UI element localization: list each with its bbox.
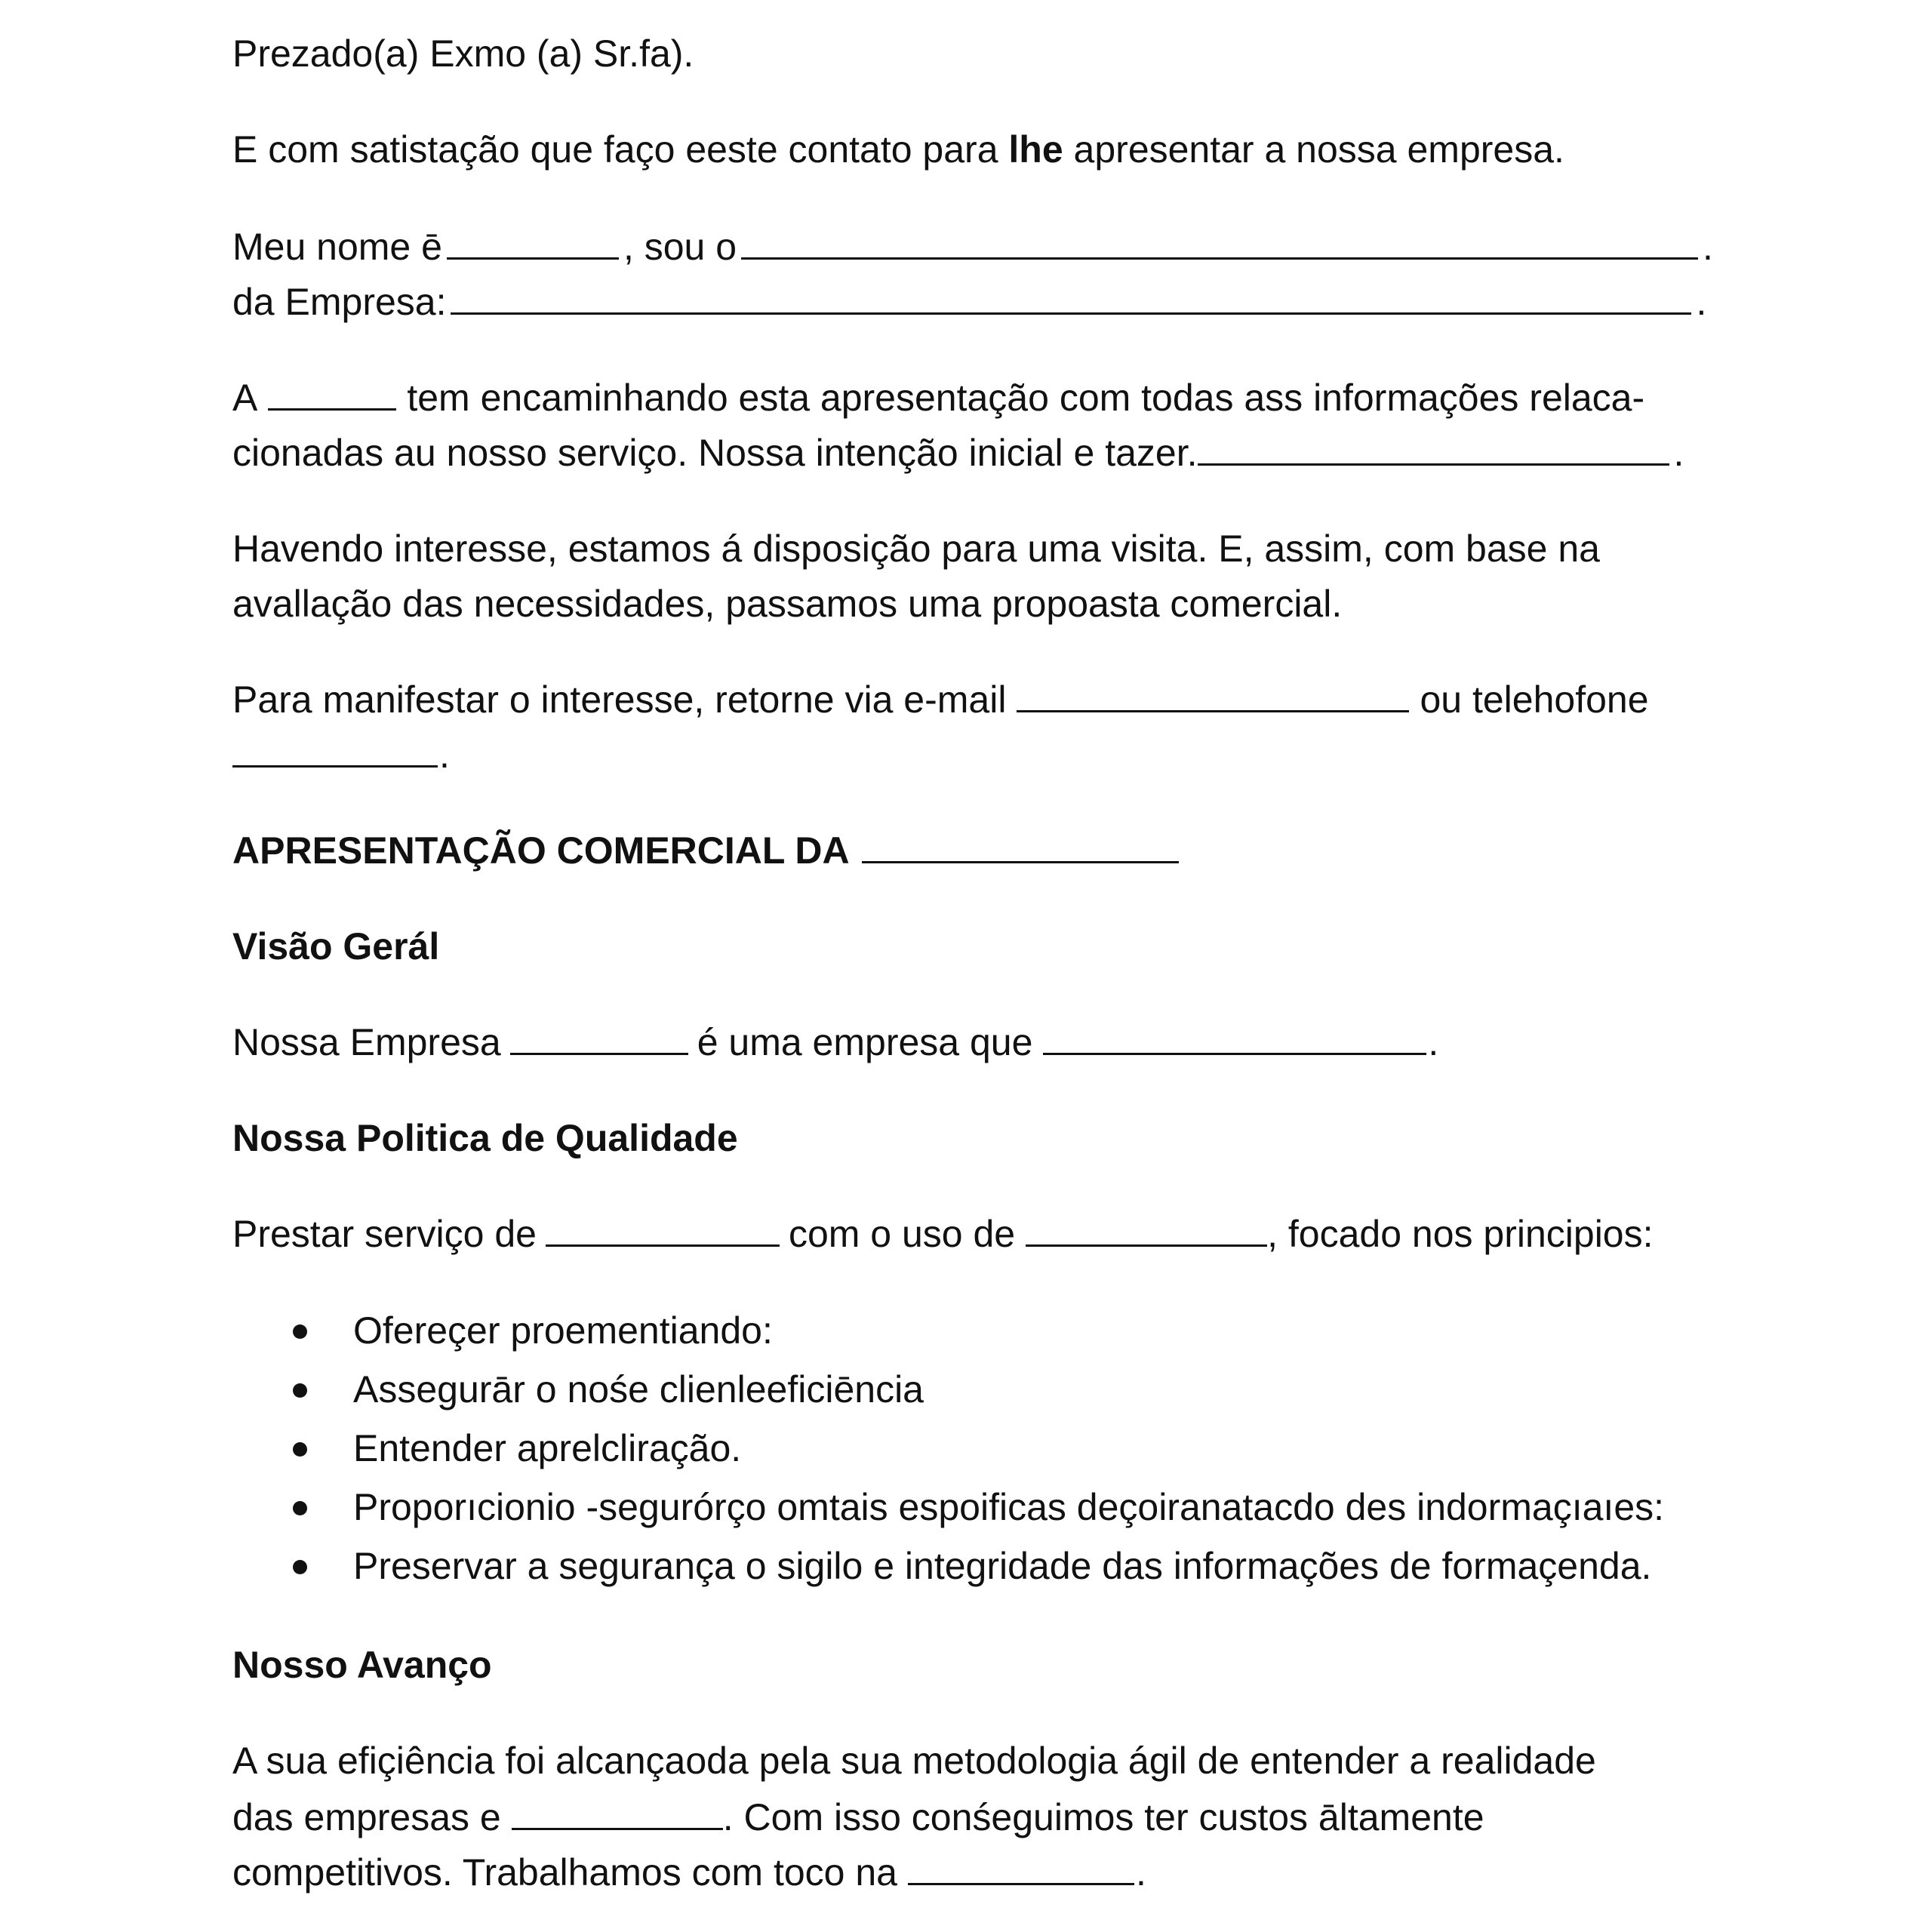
bullet-icon (293, 1442, 307, 1457)
contact-line1 (232, 672, 1649, 728)
heading-advance: Nosso Avanço (232, 1644, 492, 1686)
overview-company-label: Nossa Empresa (232, 1021, 501, 1063)
para-a-line1 (232, 371, 1644, 426)
quality-service-blank[interactable] (546, 1207, 780, 1247)
company-line-end: . (1696, 281, 1707, 323)
main-heading-text: APRESENTAÇÃO COMERCIAL DA (232, 829, 850, 872)
quality-service-label: Prestar serviço de (232, 1213, 537, 1255)
list-item-text: Assegurār o nośe clienleeficiēncia (353, 1368, 924, 1411)
heading-overview: Visão Gerál (232, 925, 440, 968)
bullet-icon (293, 1324, 307, 1339)
name-line-end: . (1703, 226, 1713, 268)
bullet-icon (293, 1383, 307, 1398)
advance-line2-rest: . Com isso conśeguimos ter custos āltamente (722, 1796, 1484, 1838)
quality-use-blank[interactable] (1026, 1207, 1267, 1247)
bullet-icon (293, 1560, 307, 1574)
list-item-text: Preservar a segurança o sigilo e integridade das informações de formaçenda. (353, 1545, 1652, 1587)
name-label: Meu nome ē (232, 226, 442, 268)
advance-line3-text: competitivos. Trabalhamos com toco na (232, 1851, 897, 1894)
company-line (232, 275, 1706, 330)
email-blank[interactable] (1017, 672, 1409, 712)
company-blank[interactable] (451, 275, 1691, 315)
advance-line1: A sua efiçiência foi alcançaoda pela sua metodologia ágil de entender a realidade (232, 1740, 1596, 1782)
overview-desc-label: é uma empresa que (697, 1021, 1033, 1063)
phone-blank[interactable] (232, 728, 438, 768)
list-item-text: Proporıcionio -segurórço omtais espoificas deçoiranatacdo des indormaçıaıes: (353, 1486, 1665, 1528)
greeting: Prezado(a) Exmo (a) Sr.fa). (232, 32, 694, 75)
heading-company-blank[interactable] (862, 823, 1179, 863)
bullet-icon (293, 1501, 307, 1515)
para-a-end: . (1673, 432, 1684, 474)
name-blank[interactable] (447, 220, 619, 260)
contact-phone-label: ou telehofone (1420, 678, 1649, 721)
role-blank[interactable] (741, 220, 1698, 260)
advance-line2 (232, 1790, 1484, 1845)
intro-bold-word: lhe (1008, 128, 1063, 171)
para-a-start: A (232, 377, 258, 419)
para-a-line2-text: cionadas au nosso serviço. Nossa intenção inicial e tazer. (232, 432, 1198, 474)
contact-email-label: Para manifestar o interesse, retorne via e-mail (232, 678, 1007, 721)
name-line (232, 220, 1713, 275)
intention-blank[interactable] (1198, 426, 1669, 466)
company-label: da Empresa: (232, 281, 447, 323)
quality-use-label: com o uso de (788, 1213, 1016, 1255)
advance-blank[interactable] (512, 1790, 723, 1830)
advance-line3 (232, 1845, 1146, 1900)
interest-line1: Havendo interesse, estamos á disposição para uma visita. E, assim, com base na (232, 528, 1600, 570)
para-a-rest: tem encaminhando esta apresentação com todas ass informações relaca- (407, 377, 1645, 419)
overview-desc-blank[interactable] (1043, 1015, 1426, 1055)
intro-paragraph (232, 122, 1564, 177)
focus-blank[interactable] (908, 1845, 1134, 1885)
document-page (232, 0, 1742, 1932)
overview-end: . (1428, 1021, 1439, 1063)
intro-text: E com satistação que faço eeste contato para (232, 128, 1009, 171)
advance-end: . (1135, 1851, 1146, 1894)
contact-line2 (232, 728, 450, 783)
interest-line2: avallação das necessidades, passamos uma propoasta comercial. (232, 583, 1343, 625)
quality-line (232, 1207, 1654, 1262)
list-item-text: Entender aprelcliração. (353, 1427, 742, 1469)
contact-end: . (439, 734, 450, 776)
role-label: , sou o (623, 226, 737, 268)
heading-quality: Nossa Politica de Qualidade (232, 1117, 738, 1159)
quality-principles-label: , focado nos principios: (1267, 1213, 1654, 1255)
para-a-line2 (232, 426, 1684, 481)
advance-line2-text: das empresas e (232, 1796, 501, 1838)
intro-text-end: apresentar a nossa empresa. (1063, 128, 1564, 171)
list-item-text: Ofereçer proementiando: (353, 1309, 773, 1352)
overview-company-blank[interactable] (510, 1015, 688, 1055)
overview-line (232, 1015, 1438, 1070)
company-name-blank[interactable] (268, 371, 396, 411)
main-heading (232, 823, 1183, 878)
